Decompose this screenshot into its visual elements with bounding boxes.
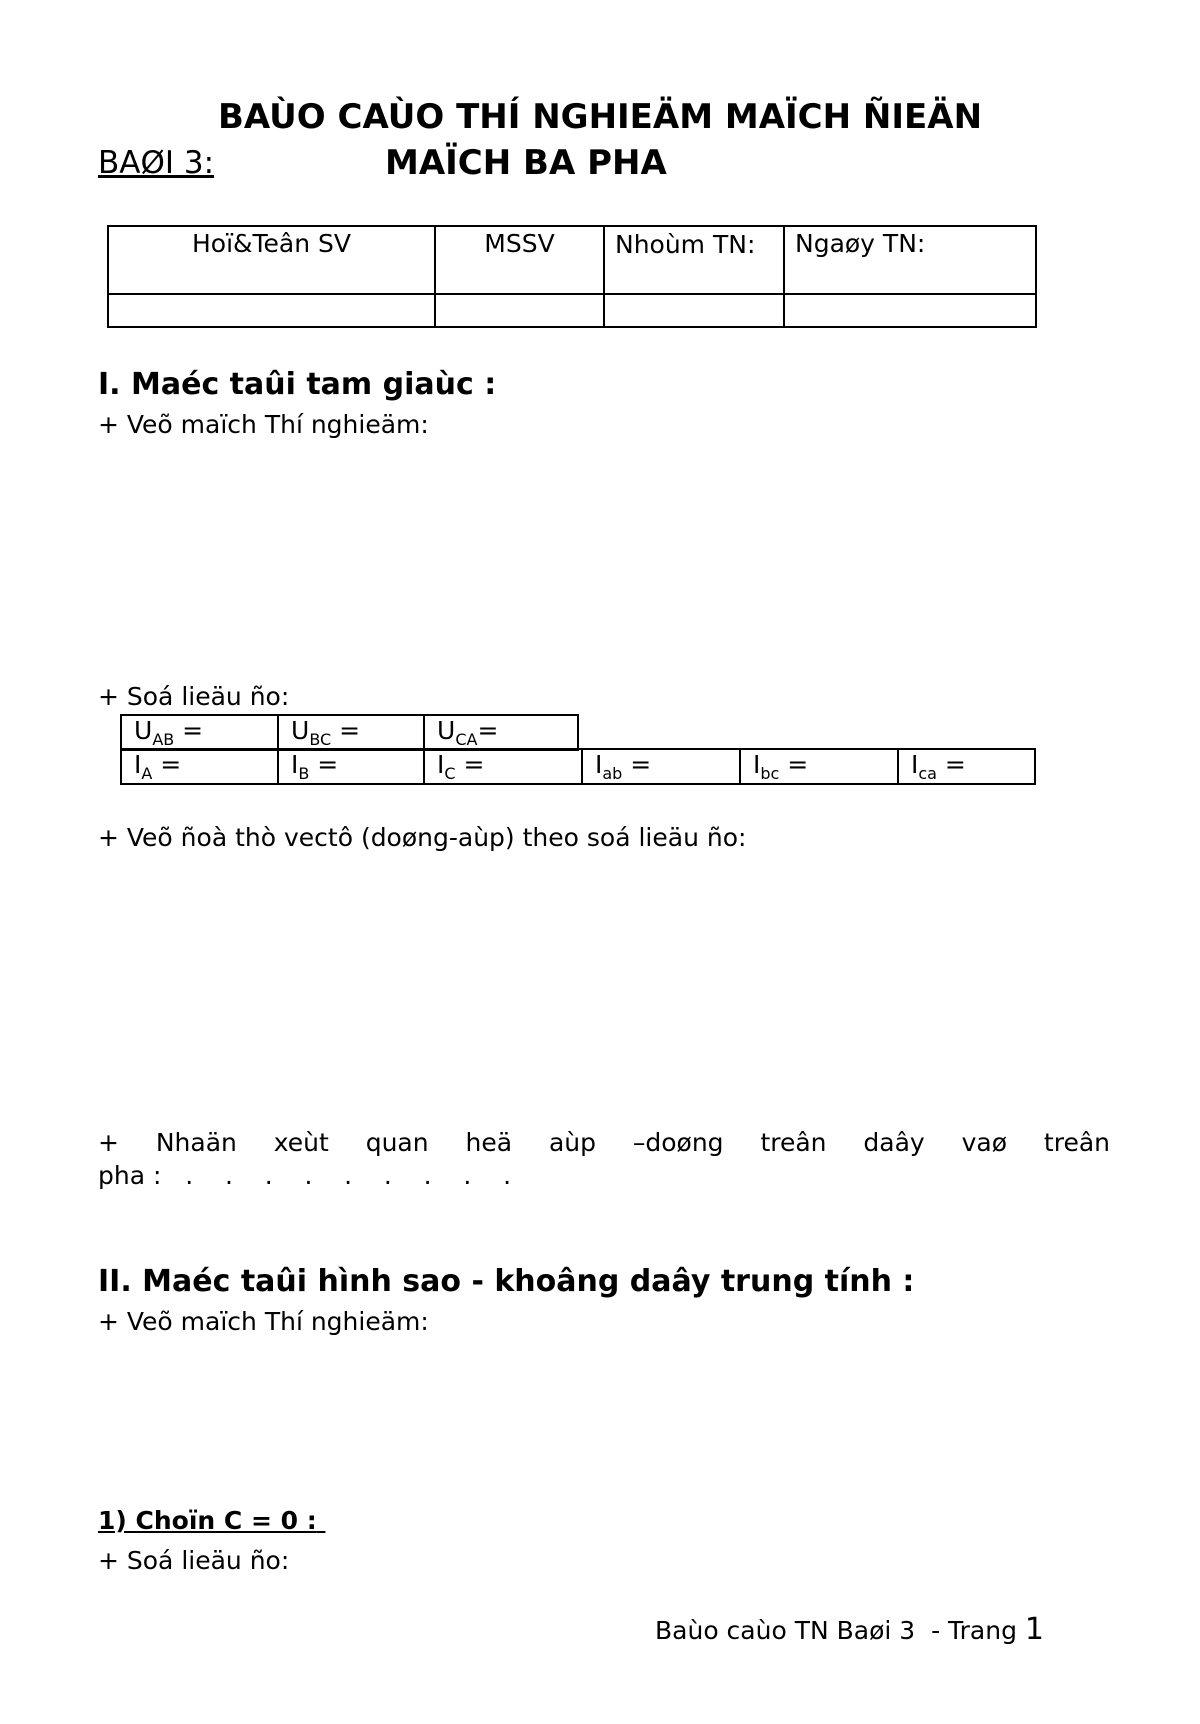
section2-data-label: + Soá lieäu ño: [98, 1546, 290, 1575]
cell-ic[interactable]: $I_C$ = [424, 749, 582, 784]
cell-ib[interactable]: $I_B$ = [278, 749, 424, 784]
cell-ibc[interactable]: $I_{bc}$ = [740, 749, 898, 784]
lesson-label: BAØI 3: [98, 145, 215, 181]
section2-draw-circuit: + Veõ maïch Thí nghieäm: [98, 1307, 429, 1336]
info-cell-mssv[interactable] [435, 294, 604, 327]
info-cell-name[interactable] [108, 294, 435, 327]
section1-vector-label: + Veõ ñoà thò vectô (doøng-aùp) theo soá lieäu ño: [98, 823, 747, 852]
cell-ia[interactable]: $I_A$ = [121, 749, 278, 784]
section1-draw-circuit: + Veõ maïch Thí nghieäm: [98, 410, 429, 439]
lesson-name: MAÏCH BA PHA [385, 143, 667, 183]
section1-data-label: + Soá lieäu ño: [98, 682, 290, 711]
cell-ica[interactable]: $I_{ca}$ = [898, 749, 1035, 784]
info-cell-group[interactable] [604, 294, 784, 327]
section1-observation-line2: pha : . . . . . . . . . [98, 1161, 512, 1190]
footer-text: Baùo caùo TN Baøi 3 - Trang [655, 1616, 1025, 1645]
info-header-name: Hoï&Teân SV [108, 226, 435, 294]
current-table [120, 748, 1036, 785]
section2-heading: II. Maéc taûi hình sao - khoâng daây trung tính : [98, 1264, 915, 1299]
cell-uca[interactable]: $U_{CA}=$ [424, 715, 578, 750]
info-header-mssv: MSSV [435, 226, 604, 294]
voltage-table [120, 714, 579, 751]
page-number: 1 [1024, 1612, 1045, 1647]
section1-observation: + Nhaän xeùt quan heä aùp –doøng treân daây vaø treân [98, 1128, 1110, 1157]
info-header-date: Ngaøy TN: [784, 226, 1036, 294]
info-header-group: Nhoùm TN: [604, 226, 784, 294]
cell-ubc[interactable]: $U_{BC}$ = [278, 715, 424, 750]
info-cell-date[interactable] [784, 294, 1036, 327]
section2-subheading: 1) Choïn C = 0 : [98, 1506, 317, 1535]
page-footer [655, 1612, 1044, 1647]
cell-iab[interactable]: $I_{ab}$ = [582, 749, 740, 784]
report-title: BAÙO CAÙO THÍ NGHIEÄM MAÏCH ÑIEÄN [217, 97, 983, 137]
student-info-table [107, 225, 1037, 328]
cell-uab[interactable]: $U_{AB}$ = [121, 715, 278, 750]
section1-heading: I. Maéc taûi tam giaùc : [98, 367, 497, 402]
